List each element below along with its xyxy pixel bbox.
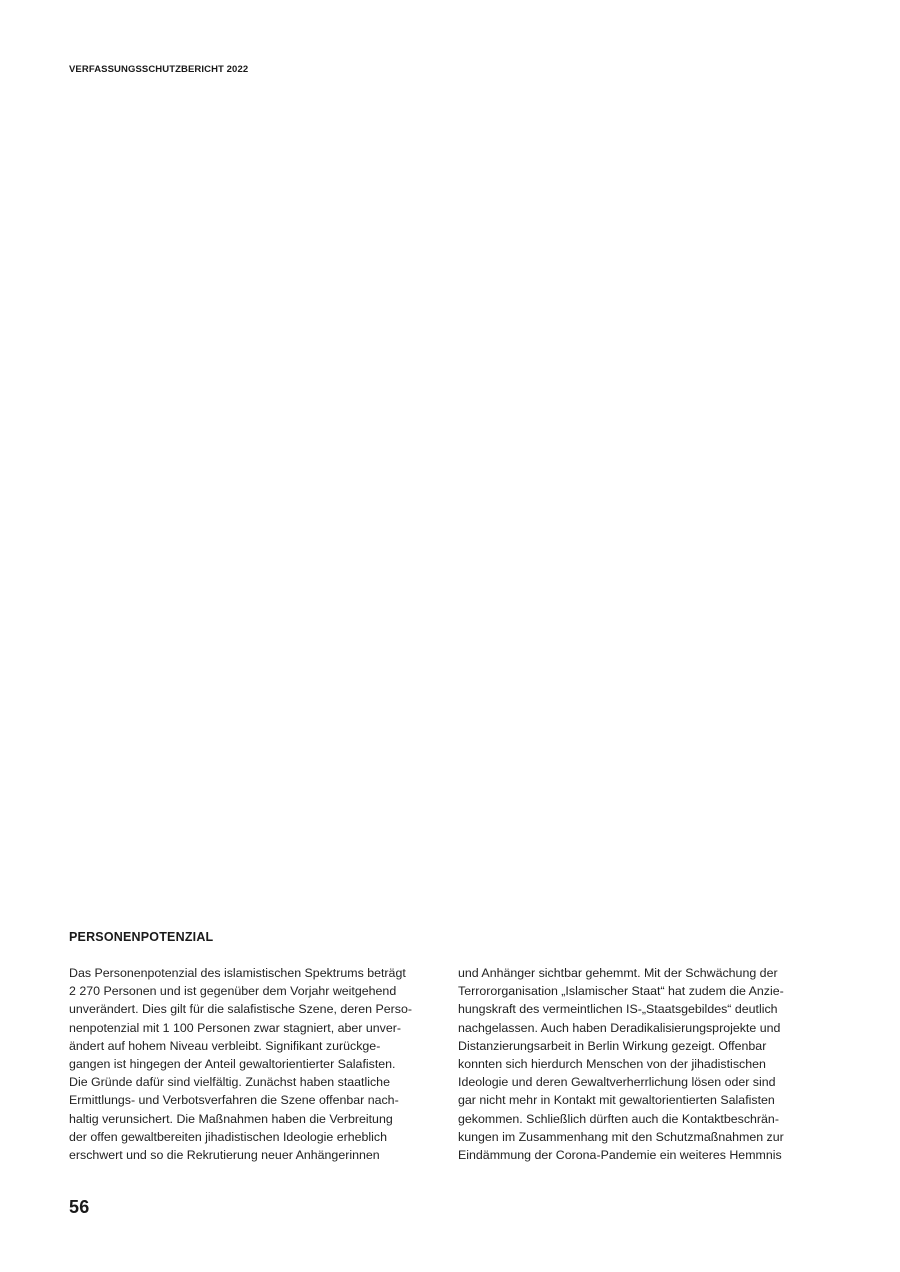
body-text-line: haltig verunsichert. Die Maßnahmen haben die Verbreitung	[69, 1111, 393, 1126]
body-text-left-column	[69, 964, 441, 1164]
page-number: 56	[69, 1197, 90, 1217]
body-text-line: Ideologie und deren Gewaltverherrlichung lösen oder sind	[458, 1075, 776, 1090]
body-text-line: und Anhänger sichtbar gehemmt. Mit der Schwächung der	[458, 966, 778, 980]
body-text-line: Distanzierungsarbeit in Berlin Wirkung gezeigt. Offenbar	[458, 1038, 767, 1053]
body-text-line: konnten sich hierdurch Menschen von der jihadistischen	[458, 1057, 766, 1072]
body-text-line: 2 270 Personen und ist gegenüber dem Vorjahr weitgehend	[69, 984, 397, 999]
body-text-line: nenpotenzial mit 1 100 Personen zwar stagniert, aber unver-	[69, 1020, 401, 1035]
body-text-line: gangen ist hingegen der Anteil gewaltorientierter Salafisten.	[69, 1057, 396, 1072]
body-text-line: nachgelassen. Auch haben Deradikalisierungsprojekte und	[458, 1020, 781, 1035]
body-text-line: Das Personenpotenzial des islamistischen Spektrums beträgt	[69, 966, 406, 980]
body-text-line: unverändert. Dies gilt für die salafistische Szene, deren Perso-	[69, 1002, 412, 1017]
body-text-line: der offen gewaltbereiten jihadistischen Ideologie erheblich	[69, 1129, 388, 1144]
running-header: VERFASSUNGSSCHUTZBERICHT 2022	[69, 64, 249, 75]
body-text-line: gar nicht mehr in Kontakt mit gewaltorientierten Salafisten	[458, 1093, 775, 1108]
body-text-line: gekommen. Schließlich dürften auch die Kontaktbeschrän-	[458, 1111, 779, 1126]
body-text-line: Eindämmung der Corona-Pandemie ein weiteres Hemmnis	[458, 1148, 782, 1163]
body-text-line: Terrororganisation „Islamischer Staat“ hat zudem die Anzie-	[458, 984, 784, 999]
body-text-line: Die Gründe dafür sind vielfältig. Zunächst haben staatliche	[69, 1075, 390, 1090]
section-heading: PERSONENPOTENZIAL	[69, 930, 214, 944]
body-text-line: kungen im Zusammenhang mit den Schutzmaßnahmen zur	[458, 1129, 784, 1144]
body-text-right-column	[458, 964, 830, 1164]
body-text-line: erschwert und so die Rekrutierung neuer Anhängerinnen	[69, 1148, 380, 1163]
body-text-line: hungskraft des vermeintlichen IS-„Staatsgebildes“ deutlich	[458, 1002, 778, 1017]
body-text-line: ändert auf hohem Niveau verbleibt. Signifikant zurückge-	[69, 1038, 381, 1053]
body-text-line: Ermittlungs- und Verbotsverfahren die Szene offenbar nach-	[69, 1093, 399, 1108]
